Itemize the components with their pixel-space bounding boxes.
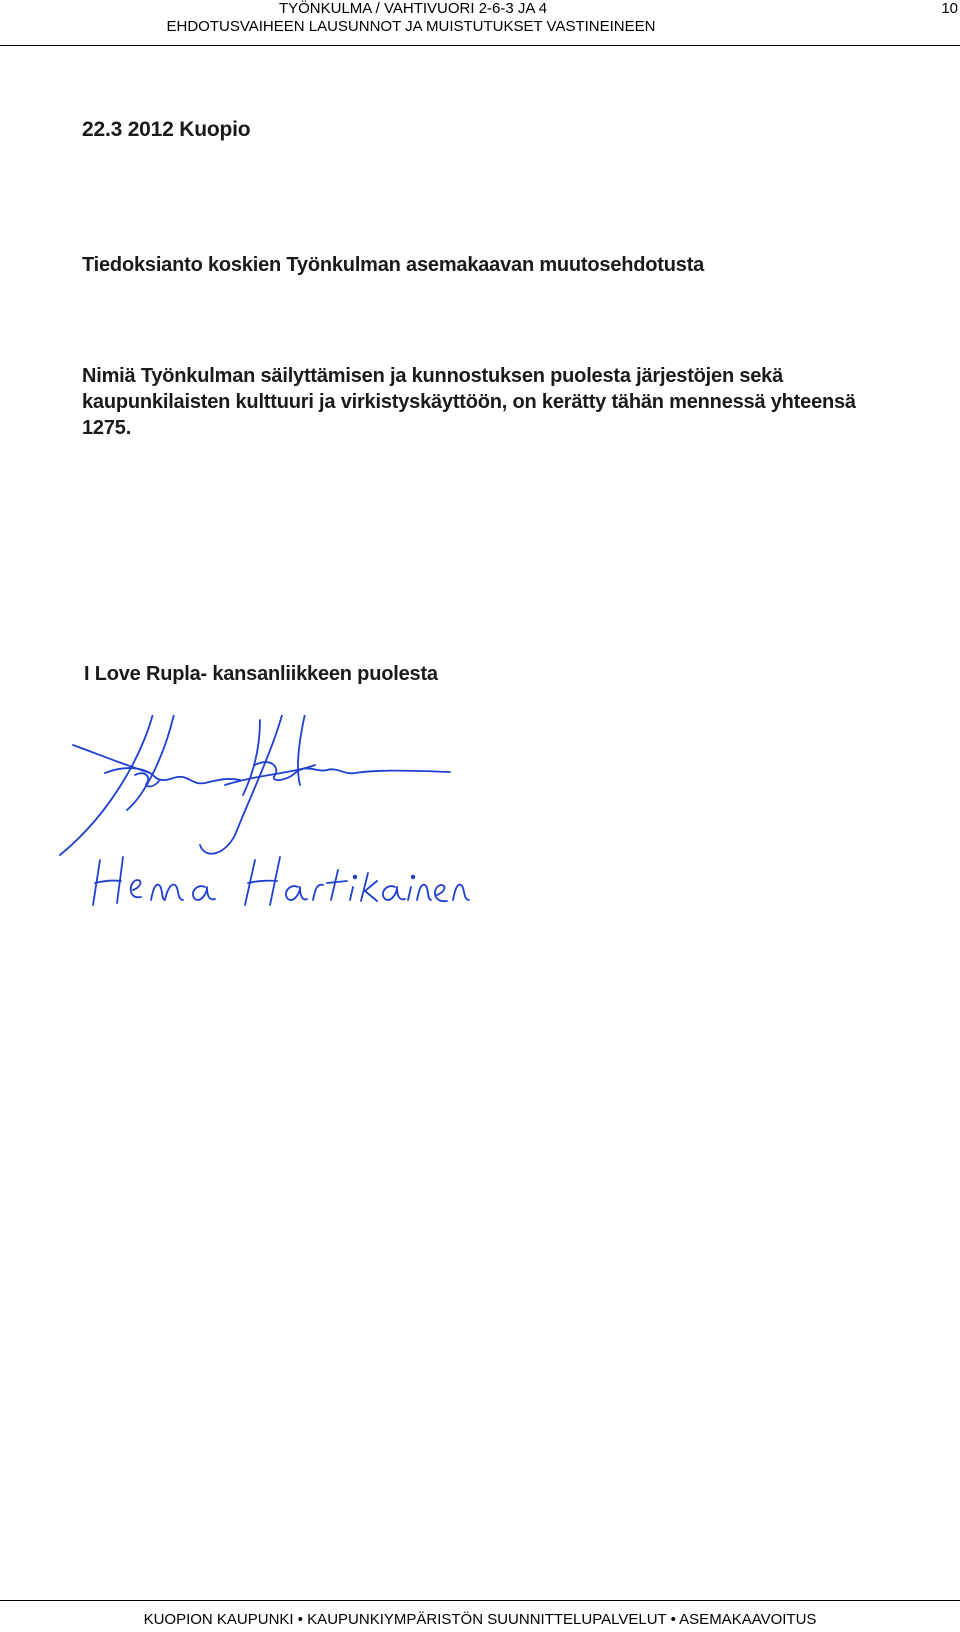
letter-subject: Tiedoksianto koskien Työnkulman asemakaavan muutosehdotusta <box>82 254 705 276</box>
header-title-line1: TYÖNKULMA / VAHTIVUORI 2-6-3 JA 4 <box>278 0 548 17</box>
footer-text: KUOPION KAUPUNKI • KAUPUNKIYMPÄRISTÖN SUUNNITTELUPALVELUT • ASEMAKAAVOITUS <box>143 1611 817 1628</box>
header-title-line2: EHDOTUSVAIHEEN LAUSUNNOT JA MUISTUTUKSET VASTINEINEEN <box>166 18 656 35</box>
header-divider <box>0 45 960 46</box>
letter-body: Nimiä Työnkulman säilyttämisen ja kunnostuksen puolesta järjestöjen sekä kaupunkilaisten kulttuuri ja virkistyskäyttöön, on kerätty tähän mennessä yhteensä 1275. <box>82 365 856 439</box>
letter-closing: I Love Rupla- kansanliikkeen puolesta <box>84 663 438 685</box>
footer-divider <box>0 1600 960 1601</box>
page-number: 10 <box>941 0 958 17</box>
handwritten-signature <box>55 715 475 930</box>
letter-date-place: 22.3 2012 Kuopio <box>82 118 251 141</box>
